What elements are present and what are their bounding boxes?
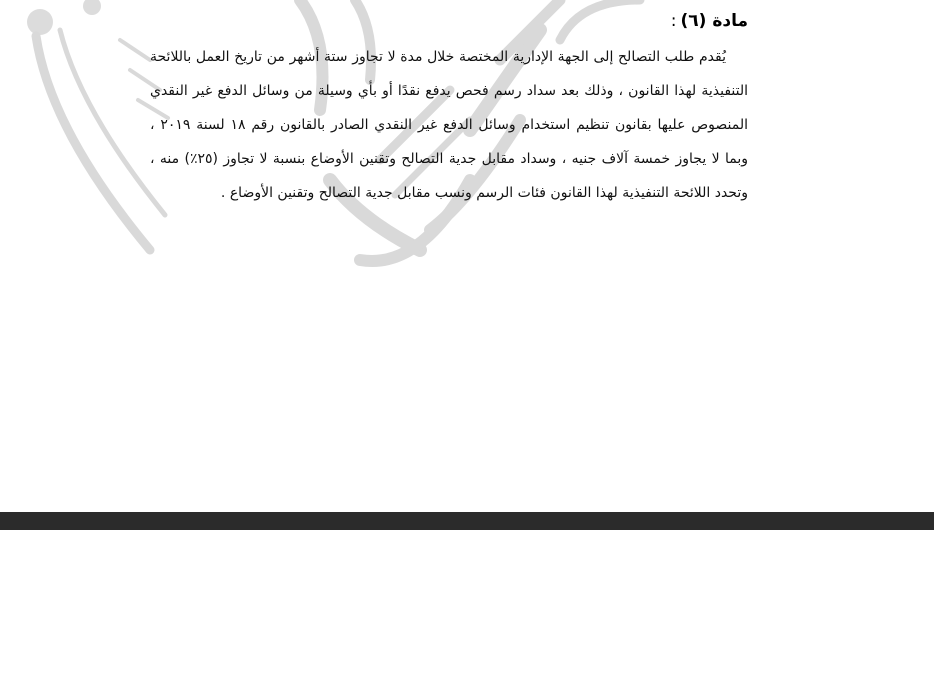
article-section	[150, 8, 748, 210]
article-heading-colon: :	[670, 11, 677, 31]
article-body-text: يُقدم طلب التصالح إلى الجهة الإدارية المختصة خلال مدة لا تجاوز ستة أشهر من تاريخ العمل باللائحة التنفيذية لهذا القانون ، وذلك بعد سداد رسم فحص يدفع نقدًا أو بأي وسيلة من وسائل الدفع غير النقدي المنصوص عليها بقانون تنظيم استخدام وسائل الدفع غير النقدي الصادر بالقانون رقم ١٨ لسنة ٢٠١٩ ، وبما لا يجاوز خمسة آلاف جنيه ، وسداد مقابل جدية التصالح وتقنين الأوضاع بنسبة لا تجاوز (٢٥٪) منه ، وتحدد اللائحة التنفيذية لهذا القانون فئات الرسم ونسب مقابل جدية التصالح وتقنين الأوضاع .	[150, 49, 749, 201]
article-heading	[150, 8, 748, 34]
article-number: مادة (٦)	[680, 11, 748, 31]
viewer-background	[0, 530, 934, 681]
viewer-separator-bar	[0, 512, 934, 530]
